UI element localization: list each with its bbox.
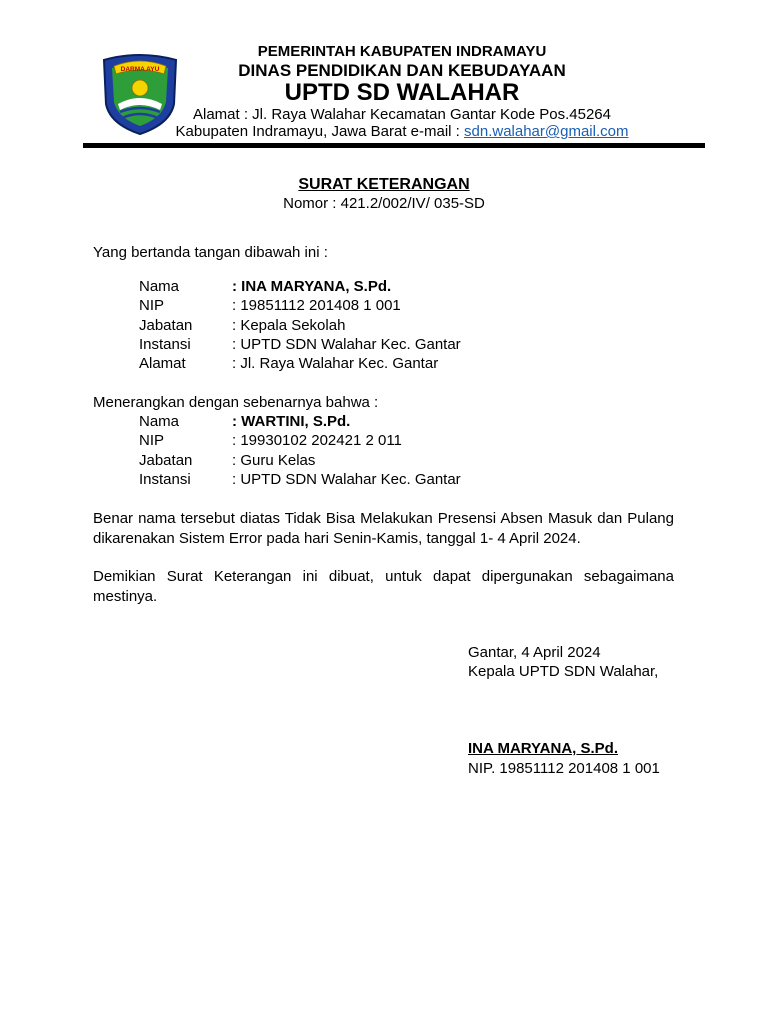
signature-position: Kepala UPTD SDN Walahar, (468, 663, 659, 680)
subject-name-value: : WARTINI, S.Pd. (232, 413, 351, 430)
subject-position-value: : Guru Kelas (232, 452, 316, 469)
header-divider (83, 143, 705, 148)
letter-number: Nomor : 421.2/002/IV/ 035-SD (283, 195, 485, 212)
signer-nip-value: : 19851112 201408 1 001 (232, 297, 401, 314)
signer-name-value: : INA MARYANA, S.Pd. (232, 278, 392, 295)
signer-address-label: Alamat (139, 355, 186, 372)
subject-position-label: Jabatan (139, 452, 193, 469)
kop-government: PEMERINTAH KABUPATEN INDRAMAYU (257, 43, 547, 60)
kop-school-name: UPTD SD WALAHAR (284, 79, 520, 106)
kop-address-email (18, 123, 768, 140)
letter-title: SURAT KETERANGAN (298, 176, 470, 193)
signature-name: INA MARYANA, S.Pd. (468, 740, 619, 757)
signer-agency-label: Instansi (139, 336, 191, 353)
signer-nip-label: NIP (139, 297, 165, 314)
statement-text: Menerangkan dengan sebenarnya bahwa : (93, 394, 379, 411)
signer-address-value: : Jl. Raya Walahar Kec. Gantar (232, 355, 439, 372)
signature-place-date: Gantar, 4 April 2024 (468, 644, 601, 661)
subject-name-label: Nama (139, 413, 180, 430)
subject-nip-label: NIP (139, 432, 165, 449)
logo-text: DARMA AYU (120, 66, 160, 73)
email-link[interactable]: sdn.walahar@gmail.com (464, 123, 629, 140)
kop-region: Kabupaten Indramayu, Jawa Barat e-mail : (175, 123, 465, 140)
kop-department: DINAS PENDIDIKAN DAN KEBUDAYAAN (238, 61, 566, 80)
signer-position-label: Jabatan (139, 317, 193, 334)
subject-nip-value: : 19930102 202421 2 011 (232, 432, 402, 449)
signature-nip: NIP. 19851112 201408 1 001 (468, 760, 660, 777)
kop-address: Alamat : Jl. Raya Walahar Kecamatan Gantar Kode Pos.45264 (192, 106, 611, 123)
signer-name-label: Nama (139, 278, 180, 295)
signer-position-value: : Kepala Sekolah (232, 317, 346, 334)
subject-agency-value: : UPTD SDN Walahar Kec. Gantar (232, 471, 461, 488)
subject-agency-label: Instansi (139, 471, 191, 488)
body-paragraph-1: Benar nama tersebut diatas Tidak Bisa Melakukan Presensi Absen Masuk dan Pulang dikarenakan Sistem Error pada hari Senin-Kamis, tanggal 1- 4 April 2024. (93, 510, 674, 547)
opening-text: Yang bertanda tangan dibawah ini : (93, 244, 328, 261)
body-paragraph-2: Demikian Surat Keterangan ini dibuat, untuk dapat dipergunakan sebagaimana mestinya. (93, 568, 674, 605)
signer-agency-value: : UPTD SDN Walahar Kec. Gantar (232, 336, 461, 353)
